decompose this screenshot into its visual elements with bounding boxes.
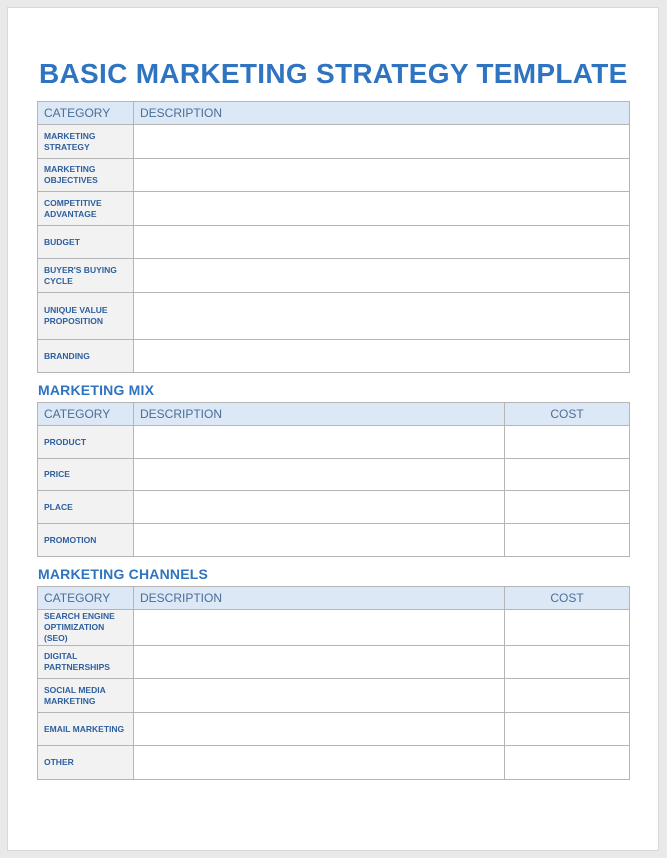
page-title: BASIC MARKETING STRATEGY TEMPLATE xyxy=(39,58,628,89)
table-row xyxy=(38,426,630,459)
description-cell[interactable] xyxy=(134,159,630,192)
cost-header: COST xyxy=(505,403,630,426)
section-title-marketing-mix: MARKETING MIX xyxy=(38,382,155,398)
category-cell: PRODUCT xyxy=(38,426,134,459)
marketing-channels-table xyxy=(37,586,630,780)
table-row xyxy=(38,459,630,491)
description-cell[interactable] xyxy=(134,491,505,524)
category-cell: SEARCH ENGINE OPTIMIZATION (SEO) xyxy=(38,610,134,646)
category-cell: EMAIL MARKETING xyxy=(38,713,134,746)
table-row xyxy=(38,226,630,259)
description-cell[interactable] xyxy=(134,459,505,491)
cost-cell[interactable] xyxy=(505,426,630,459)
table-row xyxy=(38,524,630,557)
description-cell[interactable] xyxy=(134,226,630,259)
table-header-row xyxy=(38,102,630,125)
category-header: CATEGORY xyxy=(38,403,134,426)
cost-header: COST xyxy=(505,587,630,610)
category-cell: BUYER'S BUYING CYCLE xyxy=(38,259,134,293)
cost-cell[interactable] xyxy=(505,746,630,780)
strategy-table xyxy=(37,101,630,373)
table-row xyxy=(38,713,630,746)
table-row xyxy=(38,259,630,293)
description-cell[interactable] xyxy=(134,679,505,713)
category-cell: PLACE xyxy=(38,491,134,524)
description-cell[interactable] xyxy=(134,746,505,780)
category-cell: OTHER xyxy=(38,746,134,780)
table-row xyxy=(38,192,630,226)
description-cell[interactable] xyxy=(134,293,630,340)
table-row xyxy=(38,679,630,713)
description-cell[interactable] xyxy=(134,713,505,746)
category-cell: MARKETING STRATEGY xyxy=(38,125,134,159)
category-header: CATEGORY xyxy=(38,102,134,125)
category-cell: PRICE xyxy=(38,459,134,491)
description-header: DESCRIPTION xyxy=(134,102,630,125)
category-cell: SOCIAL MEDIA MARKETING xyxy=(38,679,134,713)
cost-cell[interactable] xyxy=(505,491,630,524)
table-row xyxy=(38,293,630,340)
cost-cell[interactable] xyxy=(505,459,630,491)
section-title-marketing-channels: MARKETING CHANNELS xyxy=(38,566,209,582)
description-cell[interactable] xyxy=(134,125,630,159)
cost-cell[interactable] xyxy=(505,524,630,557)
table-row xyxy=(38,491,630,524)
category-cell: BUDGET xyxy=(38,226,134,259)
table-row xyxy=(38,746,630,780)
document-page xyxy=(7,7,659,851)
table-row xyxy=(38,125,630,159)
description-header: DESCRIPTION xyxy=(134,587,505,610)
category-cell: PROMOTION xyxy=(38,524,134,557)
cost-cell[interactable] xyxy=(505,679,630,713)
table-row xyxy=(38,159,630,192)
description-cell[interactable] xyxy=(134,646,505,679)
category-cell: UNIQUE VALUE PROPOSITION xyxy=(38,293,134,340)
cost-cell[interactable] xyxy=(505,713,630,746)
category-cell: BRANDING xyxy=(38,340,134,373)
description-cell[interactable] xyxy=(134,610,505,646)
table-row xyxy=(38,610,630,646)
description-cell[interactable] xyxy=(134,426,505,459)
table-header-row xyxy=(38,403,630,426)
category-cell: DIGITAL PARTNERSHIPS xyxy=(38,646,134,679)
description-cell[interactable] xyxy=(134,259,630,293)
description-header: DESCRIPTION xyxy=(134,403,505,426)
marketing-mix-table xyxy=(37,402,630,557)
description-cell[interactable] xyxy=(134,192,630,226)
table-header-row xyxy=(38,587,630,610)
description-cell[interactable] xyxy=(134,340,630,373)
cost-cell[interactable] xyxy=(505,646,630,679)
table-row xyxy=(38,340,630,373)
category-cell: COMPETITIVE ADVANTAGE xyxy=(38,192,134,226)
category-header: CATEGORY xyxy=(38,587,134,610)
table-row xyxy=(38,646,630,679)
cost-cell[interactable] xyxy=(505,610,630,646)
description-cell[interactable] xyxy=(134,524,505,557)
category-cell: MARKETING OBJECTIVES xyxy=(38,159,134,192)
